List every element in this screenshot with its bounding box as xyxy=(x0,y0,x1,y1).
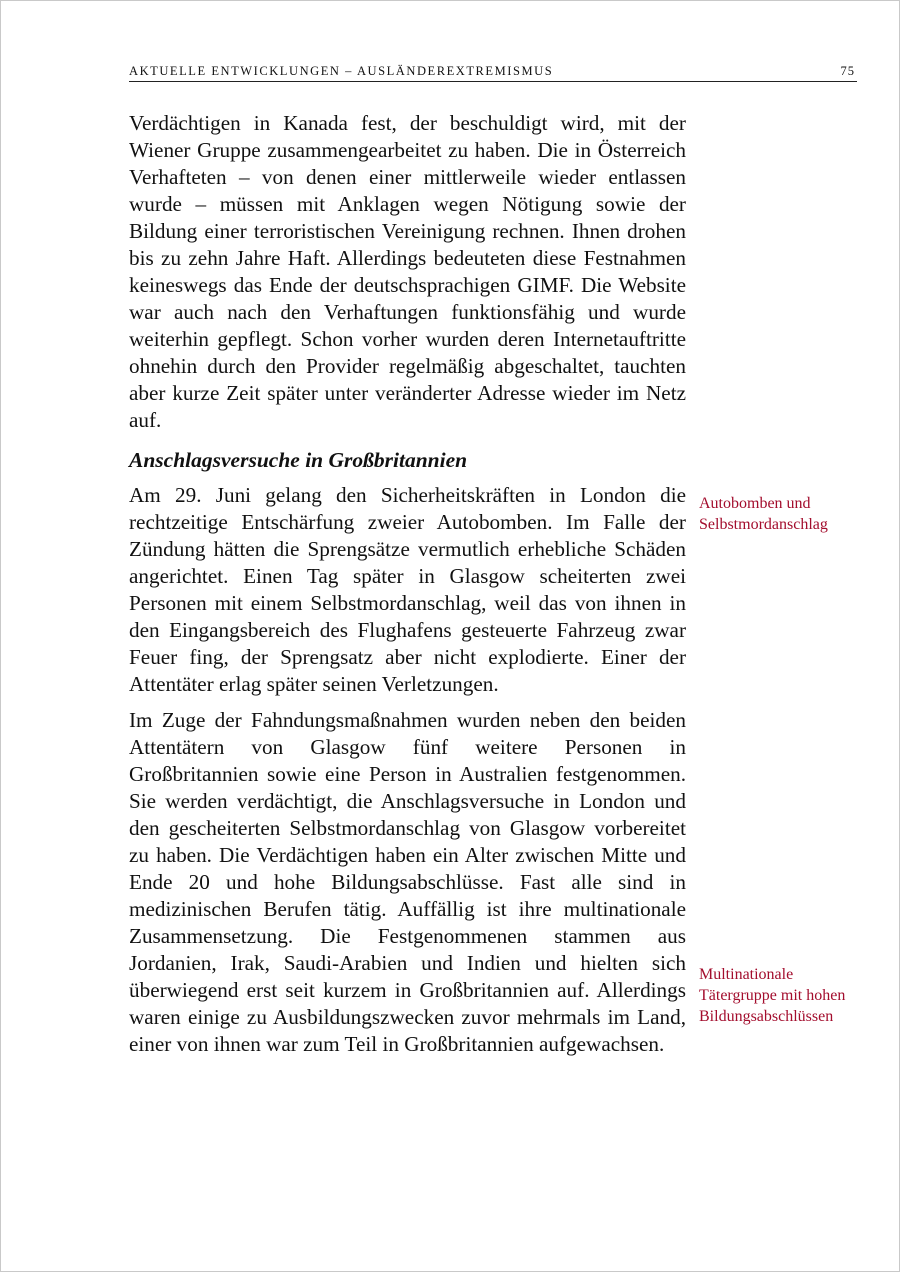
paragraph-1: Verdächtigen in Kanada fest, der beschuldigt wird, mit der Wiener Gruppe zusammengearbeitet zu haben. Die in Österreich Verhafteten – von denen einer mittlerweile wieder entlassen wurde – müssen mit Anklagen wegen Nötigung sowie der Bildung einer terroristischen Vereinigung rechnen. Ihnen drohen bis zu zehn Jahre Haft. Allerdings bedeuteten diese Festnahmen keineswegs das Ende der deutschsprachigen GIMF. Die Website war auch nach den Verhaftungen funktionsfähig und wurde weiterhin gepflegt. Schon vorher wurden deren Internetauftritte ohnehin durch den Provider regelmäßig abgeschaltet, tauchten aber kurze Zeit später unter veränderter Adresse wieder im Netz auf. xyxy=(129,111,686,432)
page-number: 75 xyxy=(840,64,855,78)
paragraph-2: Am 29. Juni gelang den Sicherheitskräften in London die rechtzeitige Entschärfung zweier Autobomben. Im Falle der Zündung hätten die Sprengsätze vermutlich erhebliche Schäden angerichtet. Einen Tag später in Glasgow scheiterten zwei Personen mit einem Selbstmordanschlag, weil das von ihnen in den Eingangsbereich des Flughafens gesteuerte Fahrzeug zwar Feuer fing, der Sprengsatz aber nicht explodierte. Einer der Attentäter erlag später seinen Verletzungen. xyxy=(129,483,686,696)
running-header xyxy=(129,63,857,82)
main-text-column xyxy=(129,110,686,1067)
margin-note-car-bombs: Autobomben und Selbstmordanschlag xyxy=(699,495,828,533)
section-heading: Anschlagsversuche in Großbritannien xyxy=(129,448,468,472)
paragraph-3: Im Zuge der Fahndungsmaßnahmen wurden neben den beiden Attentätern von Glasgow fünf weitere Personen in Großbritannien sowie eine Person in Australien festgenommen. Sie werden verdächtigt, die Anschlagsversuche in London und den gescheiterten Selbstmordanschlag von Glasgow vorbereitet zu haben. Die Verdächtigen haben ein Alter zwischen Mitte und Ende 20 und hohe Bildungsabschlüsse. Fast alle sind in medizinischen Berufen tätig. Auffällig ist ihre multinationale Zusammensetzung. Die Festgenommenen stammen aus Jordanien, Irak, Saudi-Arabien und Indien und hielten sich überwiegend erst seit kurzem in Großbritannien auf. Allerdings waren einige zu Ausbildungszwecken zuvor mehrmals im Land, einer von ihnen war zum Teil in Großbritannien aufgewachsen. xyxy=(129,708,686,1056)
running-title: AKTUELLE ENTWICKLUNGEN – AUSLÄNDEREXTREMISMUS xyxy=(129,64,554,78)
margin-note-multinational-group: Multinationale Tätergruppe mit hohen Bildungsabschlüssen xyxy=(699,966,846,1025)
